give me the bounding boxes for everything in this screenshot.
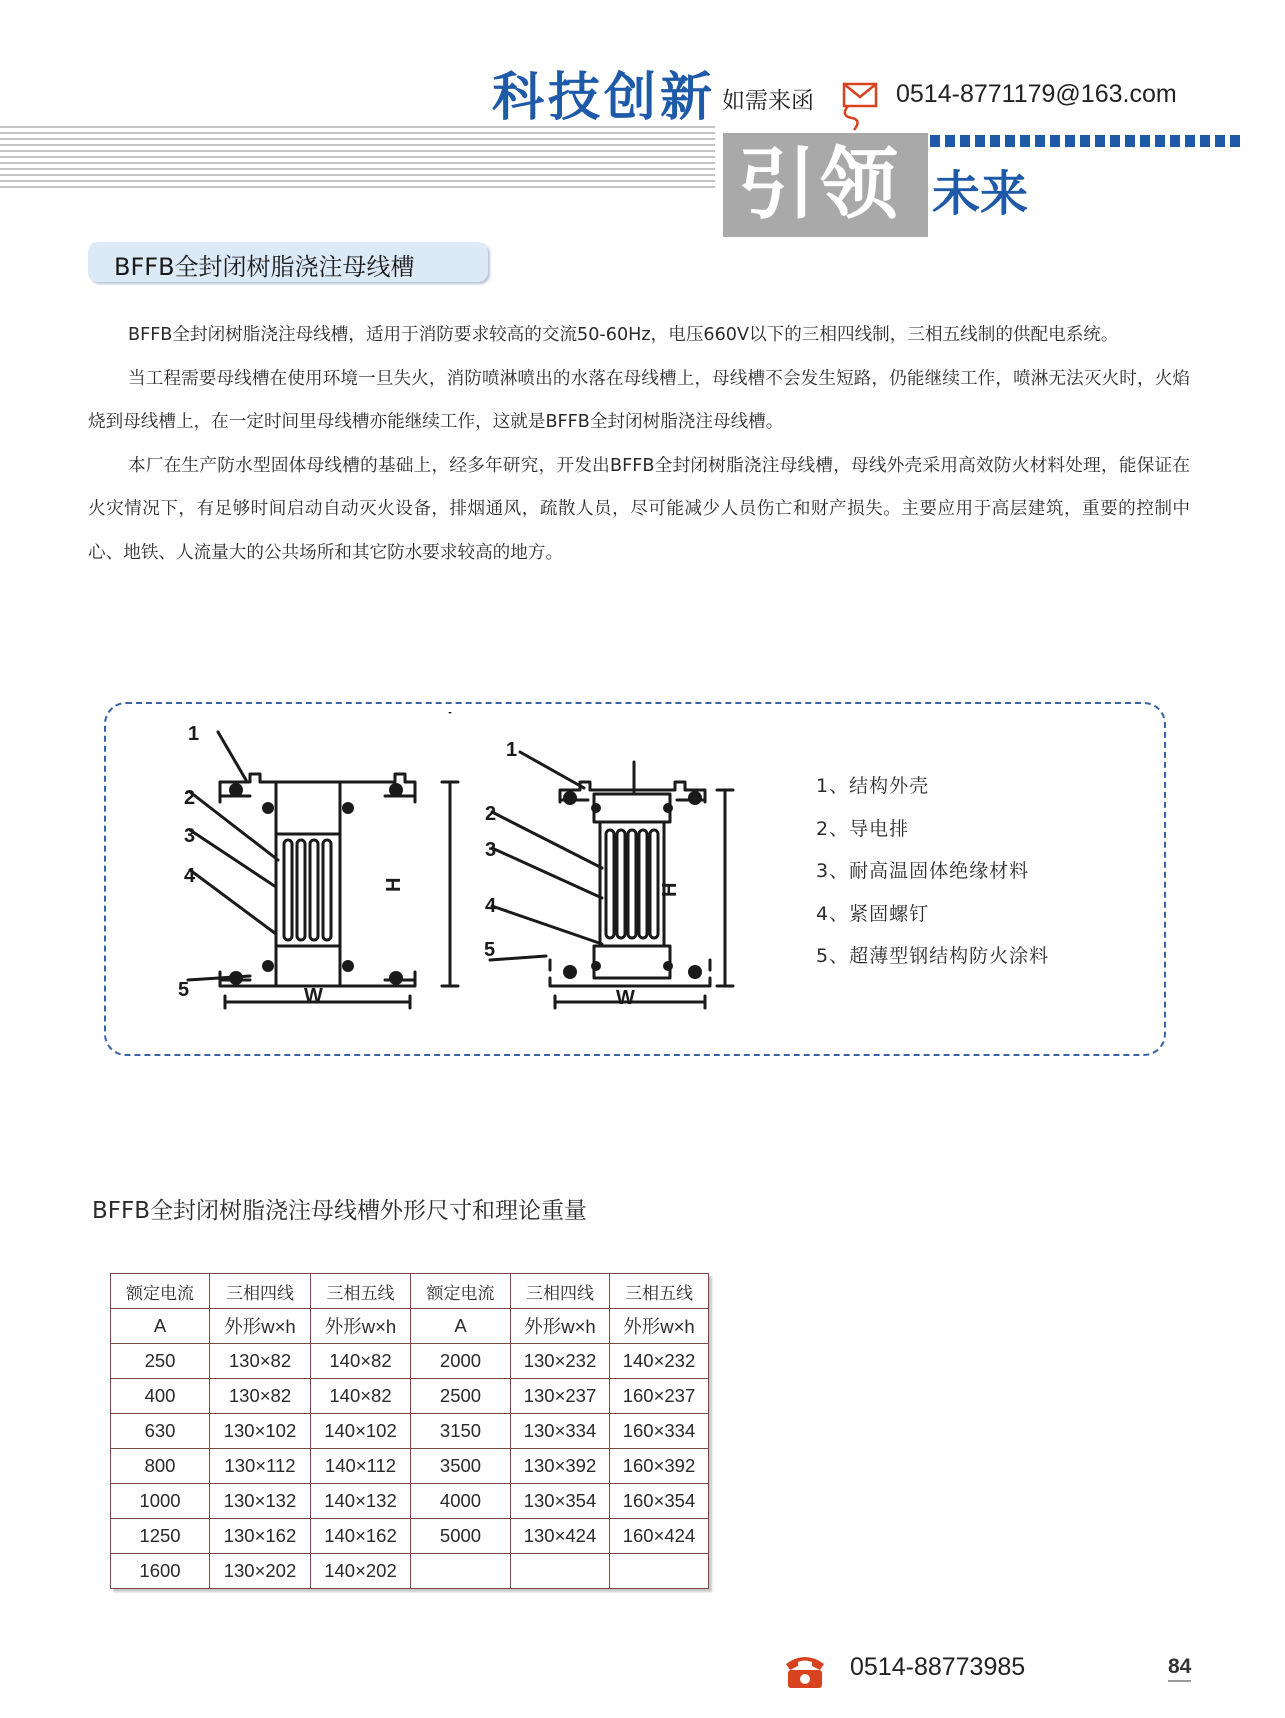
table-subheader-cell: 外形w×h [610,1309,709,1344]
table-row [111,1484,709,1519]
table-cell: 1000 [111,1484,210,1519]
spec-table [110,1273,709,1589]
callout-label: 4 [184,865,196,887]
table-cell: 140×232 [610,1344,709,1379]
table-header-cell: 额定电流 [111,1274,210,1309]
body-text [88,314,1190,575]
section-title-box [88,242,488,282]
table-subheader-cell: 外形w×h [311,1309,411,1344]
table-cell: 140×112 [311,1449,411,1484]
callout-label: 3 [184,825,196,847]
table-header-row [111,1274,709,1309]
slogan-future: 未来 [932,166,1029,222]
table-row [111,1519,709,1554]
table-header-cell: 三相五线 [311,1274,411,1309]
section-title: BFFB全封闭树脂浇注母线槽 [114,253,415,281]
table-cell: 130×132 [210,1484,311,1519]
table-title: BFFB全封闭树脂浇注母线槽外形尺寸和理论重量 [92,1198,588,1224]
table-cell: 130×237 [511,1379,610,1414]
table-cell: 800 [111,1449,210,1484]
table-header-cell: 额定电流 [411,1274,511,1309]
table-cell: 3150 [411,1414,511,1449]
table-cell: 130×392 [511,1449,610,1484]
table-cell: 2500 [411,1379,511,1414]
paragraph: 本厂在生产防水型固体母线槽的基础上，经多年研究，开发出BFFB全封闭树脂浇注母线槽，母线外壳采用高效防火材料处理，能保证在火灾情况下，有足够时间启动自动灭火设备，排烟通风，疏散人员，尽可能减少人员伤亡和财产损失。主要应用于高层建筑，重要的控制中心、地铁、人流量大的公共场所和其它防水要求较高的地方。 [88,455,1190,563]
table-cell: 2000 [411,1344,511,1379]
table-cell: 140×202 [311,1554,411,1589]
dotted-bar [930,135,1242,147]
table-cell: 140×102 [311,1414,411,1449]
table-cell: 140×132 [311,1484,411,1519]
table-subheader-row [111,1309,709,1344]
callout-label: 1 [188,723,200,745]
table-subheader-cell: A [411,1309,511,1344]
table-cell: 400 [111,1379,210,1414]
table-cell: 4000 [411,1484,511,1519]
table-subheader-cell: 外形w×h [511,1309,610,1344]
table-cell: 130×232 [511,1344,610,1379]
busway-cross-section-diagram [150,712,770,1012]
callout-label: 4 [485,895,497,917]
header-stripes [0,126,715,188]
dimension-h: H [383,877,405,892]
slogan-lead: 引领 [738,140,903,230]
paragraph: BFFB全封闭树脂浇注母线槽，适用于消防要求较高的交流50-60Hz，电压660V以下的三相四线制，三相五线制的供配电系统。 [128,325,1119,345]
diagram-legend [816,765,1049,978]
table-cell: 130×202 [210,1554,311,1589]
table-subheader-cell: A [111,1309,210,1344]
callout-label: 1 [506,739,518,761]
diagram-left-figure [188,712,458,1008]
table-header-cell: 三相四线 [210,1274,311,1309]
table-cell: 130×354 [511,1484,610,1519]
legend-item: 4、紧固螺钉 [816,902,930,925]
table-cell: 130×112 [210,1449,311,1484]
envelope-icon [838,82,880,132]
legend-item: 1、结构外壳 [816,775,930,797]
table-row [111,1379,709,1414]
table-row [111,1414,709,1449]
table-cell [610,1554,709,1589]
table-cell: 130×82 [210,1344,311,1379]
table-header-cell: 三相四线 [511,1274,610,1309]
slogan-main: 科技创新 [492,68,717,128]
table-row [111,1344,709,1379]
table-cell: 160×237 [610,1379,709,1414]
table-cell [411,1554,511,1589]
legend-item: 5、超薄型钢结构防火涂料 [816,945,1050,967]
table-cell: 250 [111,1344,210,1379]
callout-label: 5 [178,979,190,1001]
table-cell: 1250 [111,1519,210,1554]
table-row [111,1449,709,1484]
table-subheader-cell: 外形w×h [210,1309,311,1344]
table-cell: 160×354 [610,1484,709,1519]
table-cell: 140×82 [311,1344,411,1379]
table-cell: 130×82 [210,1379,311,1414]
table-cell: 160×424 [610,1519,709,1554]
footer-phone: 0514-88773985 [850,1653,1026,1681]
legend-item: 2、导电排 [816,817,910,840]
callout-label: 5 [484,939,496,961]
table-cell: 5000 [411,1519,511,1554]
table-cell: 140×162 [311,1519,411,1554]
telephone-icon [780,1648,830,1692]
callout-label: 2 [184,787,196,809]
table-cell: 630 [111,1414,210,1449]
paragraph: 当工程需要母线槽在使用环境一旦失火，消防喷淋喷出的水落在母线槽上，母线槽不会发生短路，仍能继续工作，喷淋无法灭火时，火焰烧到母线槽上，在一定时间里母线槽亦能继续工作，这就是BFFB全封闭树脂浇注母线槽。 [88,368,1190,432]
page-number: 84 [1168,1655,1191,1682]
dimension-h: H [659,882,681,897]
dimension-w: W [304,985,323,1007]
table-cell: 130×102 [210,1414,311,1449]
callout-label: 3 [485,839,497,861]
table-cell: 160×392 [610,1449,709,1484]
table-row [111,1554,709,1589]
table-cell: 130×162 [210,1519,311,1554]
table-cell: 1600 [111,1554,210,1589]
contact-email[interactable]: 0514-8771179@163.com [896,80,1177,108]
table-cell [511,1554,610,1589]
contact-label: 如需来函 [722,88,814,114]
table-cell: 3500 [411,1449,511,1484]
table-cell: 140×82 [311,1379,411,1414]
table-cell: 130×334 [511,1414,610,1449]
callout-label: 2 [485,803,497,825]
table-header-cell: 三相五线 [610,1274,709,1309]
table-cell: 130×424 [511,1519,610,1554]
table-cell: 160×334 [610,1414,709,1449]
legend-item: 3、耐高温固体绝缘材料 [816,860,1030,882]
dimension-w: W [616,987,635,1009]
